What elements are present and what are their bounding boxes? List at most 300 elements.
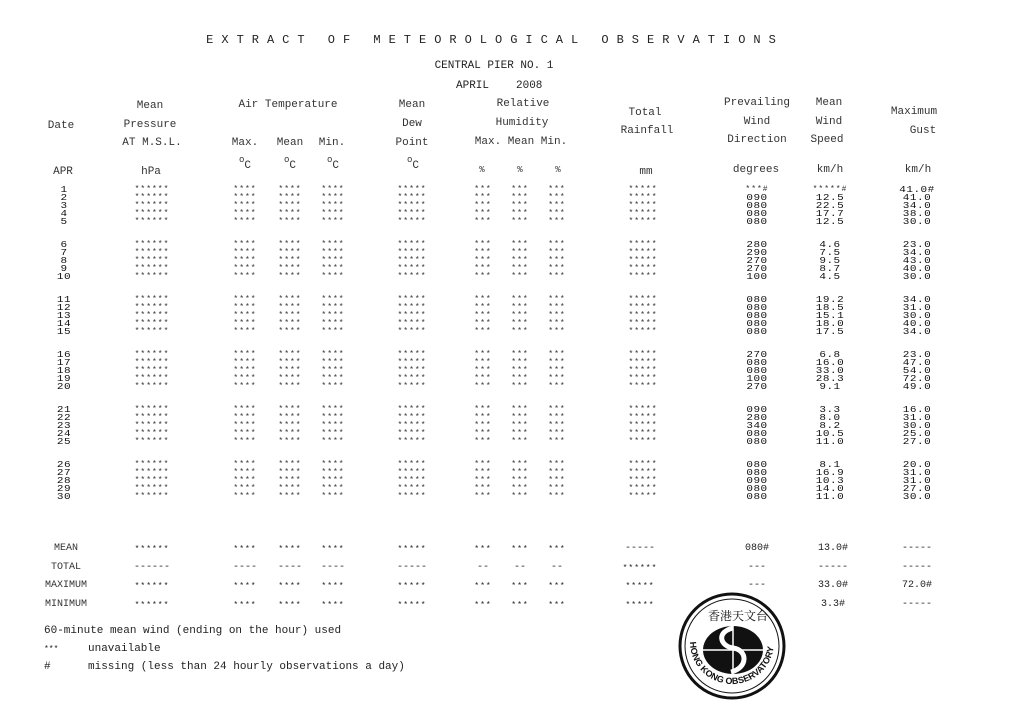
header-pressure-line2: Pressure — [123, 119, 177, 131]
cell-dew: ***** — [397, 468, 427, 477]
cell-rhmin: *** — [548, 350, 566, 359]
cell-rhmean: *** — [511, 311, 529, 320]
cell-rhmean: *** — [511, 492, 529, 501]
summary-cell-dew: ***** — [397, 545, 427, 554]
cell-gust: 23.0 — [902, 239, 932, 251]
summary-label: TOTAL — [50, 562, 82, 573]
cell-rhmean: *** — [511, 437, 529, 446]
cell-dew: ***** — [397, 405, 427, 414]
summary-cell-speed: 13.0# — [817, 543, 849, 554]
cell-rhmean: *** — [511, 382, 529, 391]
cell-p: ****** — [134, 374, 170, 383]
cell-gust: 43.0 — [902, 255, 932, 267]
header-air-temperature: Air Temperature — [238, 99, 338, 111]
cell-gust: 30.0 — [902, 310, 932, 322]
cell-tmax: **** — [233, 374, 257, 383]
cell-rhmean: *** — [511, 319, 529, 328]
cell-p: ****** — [134, 185, 170, 194]
cell-rhmin: *** — [548, 185, 566, 194]
cell-rhmin: *** — [548, 303, 566, 312]
cell-day: 4 — [60, 208, 68, 220]
summary-label: MEAN — [53, 543, 79, 554]
summary-cell-rhmax: *** — [474, 582, 492, 591]
cell-rhmean: *** — [511, 272, 529, 281]
cell-dew: ***** — [397, 248, 427, 257]
cell-tmean: **** — [278, 193, 302, 202]
cell-gust: 23.0 — [902, 349, 932, 361]
cell-tmean: **** — [278, 374, 302, 383]
cell-dir: 080 — [746, 318, 768, 330]
cell-rhmin: *** — [548, 382, 566, 391]
summary-cell-rhmax: -- — [476, 562, 490, 573]
header-winddir-line2: Wind — [743, 116, 771, 128]
cell-tmin: **** — [321, 437, 345, 446]
cell-rhmin: *** — [548, 437, 566, 446]
cell-dew: ***** — [397, 303, 427, 312]
cell-tmean: **** — [278, 256, 302, 265]
cell-rain: ***** — [628, 413, 658, 422]
summary-row-maximum — [0, 580, 1015, 592]
cell-tmin: **** — [321, 366, 345, 375]
cell-p: ****** — [134, 421, 170, 430]
cell-tmax: **** — [233, 248, 257, 257]
cell-day: 19 — [56, 373, 72, 385]
summary-cell-tmax: ---- — [232, 562, 258, 573]
unit-dew — [406, 155, 420, 172]
cell-rain: ***** — [628, 264, 658, 273]
summary-cell-tmean: **** — [278, 582, 302, 591]
cell-speed: 4.6 — [819, 239, 841, 251]
header-gust-line1: Maximum — [890, 106, 938, 118]
degree-symbol: o — [406, 155, 413, 165]
degree-symbol: o — [238, 155, 245, 165]
cell-rhmean: *** — [511, 327, 529, 336]
cell-rhmin: *** — [548, 311, 566, 320]
summary-cell-dew: ***** — [397, 601, 427, 610]
cell-speed: 28.3 — [815, 373, 845, 385]
cell-dew: ***** — [397, 209, 427, 218]
cell-rain: ***** — [628, 193, 658, 202]
summary-cell-rhmin: *** — [548, 582, 566, 591]
cell-rhmax: *** — [474, 476, 492, 485]
cell-tmax: **** — [233, 476, 257, 485]
station-name: CENTRAL PIER NO. 1 — [434, 60, 554, 72]
cell-tmean: **** — [278, 421, 302, 430]
cell-rhmax: *** — [474, 413, 492, 422]
cell-dir: 080 — [746, 216, 768, 228]
summary-cell-p: ****** — [134, 545, 170, 554]
cell-dir: 340 — [746, 420, 768, 432]
cell-dew: ***** — [397, 295, 427, 304]
cell-p: ****** — [134, 303, 170, 312]
cell-rhmax: *** — [474, 295, 492, 304]
table-row — [0, 218, 1015, 226]
cell-day: 29 — [56, 483, 72, 495]
cell-speed: 15.1 — [815, 310, 845, 322]
unit-rh-mean: % — [517, 165, 523, 175]
cell-p: ****** — [134, 382, 170, 391]
cell-gust: 34.0 — [902, 247, 932, 259]
cell-rhmax: *** — [474, 193, 492, 202]
observatory-seal-icon — [676, 590, 788, 702]
cell-rhmax: *** — [474, 429, 492, 438]
cell-tmean: **** — [278, 201, 302, 210]
cell-p: ****** — [134, 295, 170, 304]
cell-dew: ***** — [397, 460, 427, 469]
cell-rhmax: *** — [474, 350, 492, 359]
cell-rain: ***** — [628, 256, 658, 265]
cell-rhmin: *** — [548, 358, 566, 367]
cell-tmean: **** — [278, 429, 302, 438]
cell-tmean: **** — [278, 295, 302, 304]
cell-tmax: **** — [233, 209, 257, 218]
cell-tmin: **** — [321, 248, 345, 257]
cell-rhmax: *** — [474, 358, 492, 367]
cell-tmax: **** — [233, 413, 257, 422]
unit-wind-speed: km/h — [816, 164, 844, 176]
cell-dir: 080 — [746, 310, 768, 322]
cell-day: 9 — [60, 263, 68, 275]
cell-tmax: **** — [233, 201, 257, 210]
cell-tmean: **** — [278, 264, 302, 273]
summary-cell-dir: --- — [747, 580, 767, 591]
cell-rhmean: *** — [511, 256, 529, 265]
header-temp-max: Max. — [231, 137, 259, 149]
cell-dew: ***** — [397, 201, 427, 210]
cell-tmean: **** — [278, 311, 302, 320]
cell-p: ****** — [134, 201, 170, 210]
cell-gust: 38.0 — [902, 208, 932, 220]
cell-dir: 100 — [746, 373, 768, 385]
cell-day: 2 — [60, 192, 68, 204]
cell-speed: 16.0 — [815, 357, 845, 369]
unit-temp-max — [238, 155, 252, 172]
cell-dew: ***** — [397, 484, 427, 493]
cell-gust: 49.0 — [902, 381, 932, 393]
cell-rain: ***** — [628, 366, 658, 375]
cell-gust: 40.0 — [902, 318, 932, 330]
cell-rhmax: *** — [474, 492, 492, 501]
cell-tmax: **** — [233, 492, 257, 501]
cell-tmin: **** — [321, 405, 345, 414]
cell-rhmax: *** — [474, 311, 492, 320]
cell-dew: ***** — [397, 492, 427, 501]
note-text: 60-minute mean wind (ending on the hour) used — [44, 625, 342, 637]
cell-tmean: **** — [278, 185, 302, 194]
cell-p: ****** — [134, 264, 170, 273]
cell-tmax: **** — [233, 358, 257, 367]
cell-speed: 8.0 — [819, 412, 841, 424]
cell-dir: 280 — [746, 412, 768, 424]
cell-rain: ***** — [628, 468, 658, 477]
cell-rhmax: *** — [474, 256, 492, 265]
cell-day: 11 — [56, 294, 72, 306]
summary-cell-rhmin: *** — [548, 545, 566, 554]
note-text: missing (less than 24 hourly observations a day) — [88, 661, 405, 673]
celsius-unit: C — [412, 160, 420, 172]
cell-speed: 8.2 — [819, 420, 841, 432]
cell-rain: ***** — [628, 405, 658, 414]
cell-day: 8 — [60, 255, 68, 267]
cell-p: ****** — [134, 468, 170, 477]
cell-rhmean: *** — [511, 366, 529, 375]
cell-rhmin: *** — [548, 366, 566, 375]
cell-speed: 19.2 — [815, 294, 845, 306]
cell-rhmean: *** — [511, 264, 529, 273]
cell-dew: ***** — [397, 413, 427, 422]
cell-tmean: **** — [278, 437, 302, 446]
cell-rhmin: *** — [548, 217, 566, 226]
cell-rain: ***** — [628, 248, 658, 257]
cell-tmean: **** — [278, 476, 302, 485]
cell-rain: ***** — [628, 311, 658, 320]
header-pressure-line3: AT M.S.L. — [122, 137, 182, 149]
cell-gust: 41.0# — [899, 184, 935, 196]
cell-tmin: **** — [321, 327, 345, 336]
cell-gust: 20.0 — [902, 459, 932, 471]
celsius-unit: C — [332, 160, 340, 172]
header-dew-line1: Mean — [398, 99, 426, 111]
unit-rh-min: % — [555, 165, 561, 175]
cell-rhmean: *** — [511, 374, 529, 383]
cell-dew: ***** — [397, 358, 427, 367]
cell-p: ****** — [134, 272, 170, 281]
cell-rhmean: *** — [511, 429, 529, 438]
cell-rhmax: *** — [474, 209, 492, 218]
cell-day: 13 — [56, 310, 72, 322]
cell-dew: ***** — [397, 319, 427, 328]
cell-p: ****** — [134, 429, 170, 438]
cell-rhmin: *** — [548, 492, 566, 501]
summary-cell-tmean: ---- — [277, 562, 303, 573]
cell-dir: 080 — [746, 200, 768, 212]
cell-gust: 34.0 — [902, 294, 932, 306]
cell-day: 23 — [56, 420, 72, 432]
cell-tmean: **** — [278, 366, 302, 375]
summary-row-total — [0, 562, 1015, 574]
cell-tmax: **** — [233, 382, 257, 391]
table-row — [0, 438, 1015, 446]
cell-p: ****** — [134, 240, 170, 249]
cell-gust: 31.0 — [902, 467, 932, 479]
cell-rhmax: *** — [474, 374, 492, 383]
unit-date: APR — [53, 166, 73, 178]
cell-dew: ***** — [397, 350, 427, 359]
cell-rhmin: *** — [548, 468, 566, 477]
cell-p: ****** — [134, 350, 170, 359]
cell-tmin: **** — [321, 358, 345, 367]
cell-dew: ***** — [397, 264, 427, 273]
cell-tmin: **** — [321, 311, 345, 320]
cell-speed: 17.5 — [815, 326, 845, 338]
unit-pressure: hPa — [141, 166, 161, 178]
unit-wind-direction: degrees — [732, 164, 780, 176]
note-symbol: # — [44, 661, 51, 673]
cell-tmin: **** — [321, 429, 345, 438]
cell-tmax: **** — [233, 193, 257, 202]
cell-day: 30 — [56, 491, 72, 503]
cell-rain: ***** — [628, 217, 658, 226]
cell-rhmean: *** — [511, 209, 529, 218]
cell-dir: 100 — [746, 271, 768, 283]
cell-tmean: **** — [278, 248, 302, 257]
cell-tmin: **** — [321, 350, 345, 359]
cell-tmax: **** — [233, 366, 257, 375]
cell-dir: 080 — [746, 302, 768, 314]
cell-rain: ***** — [628, 374, 658, 383]
cell-dew: ***** — [397, 240, 427, 249]
summary-cell-rain: ----- — [624, 543, 656, 554]
summary-cell-tmax: **** — [233, 582, 257, 591]
cell-p: ****** — [134, 460, 170, 469]
header-rh-sub: Max. Mean Min. — [474, 136, 568, 148]
cell-dew: ***** — [397, 217, 427, 226]
cell-rhmean: *** — [511, 460, 529, 469]
cell-gust: 72.0 — [902, 373, 932, 385]
cell-day: 25 — [56, 436, 72, 448]
summary-cell-dew: ----- — [396, 562, 428, 573]
header-gust-line2: Gust — [909, 125, 937, 137]
cell-day: 26 — [56, 459, 72, 471]
cell-tmean: **** — [278, 484, 302, 493]
unit-rh-max: % — [479, 165, 485, 175]
cell-gust: 54.0 — [902, 365, 932, 377]
summary-cell-rain: ****** — [622, 564, 658, 573]
cell-rhmax: *** — [474, 437, 492, 446]
cell-tmean: **** — [278, 358, 302, 367]
cell-speed: 10.5 — [815, 428, 845, 440]
summary-cell-rhmin: *** — [548, 601, 566, 610]
cell-p: ****** — [134, 492, 170, 501]
note-symbol: *** — [44, 645, 59, 654]
cell-rhmin: *** — [548, 201, 566, 210]
cell-rhmin: *** — [548, 476, 566, 485]
cell-rhmax: *** — [474, 303, 492, 312]
cell-tmin: **** — [321, 240, 345, 249]
cell-day: 24 — [56, 428, 72, 440]
cell-rain: ***** — [628, 303, 658, 312]
cell-dew: ***** — [397, 327, 427, 336]
cell-gust: 27.0 — [902, 436, 932, 448]
header-rh-line1: Relative — [496, 98, 550, 110]
cell-tmax: **** — [233, 256, 257, 265]
cell-tmax: **** — [233, 311, 257, 320]
cell-tmax: **** — [233, 484, 257, 493]
summary-cell-tmax: **** — [233, 601, 257, 610]
header-temp-mean: Mean — [276, 137, 304, 149]
cell-rhmax: *** — [474, 484, 492, 493]
cell-speed: 4.5 — [819, 271, 841, 283]
cell-dew: ***** — [397, 476, 427, 485]
cell-speed: 12.5 — [815, 216, 845, 228]
cell-day: 16 — [56, 349, 72, 361]
cell-day: 15 — [56, 326, 72, 338]
cell-speed: 6.8 — [819, 349, 841, 361]
cell-tmin: **** — [321, 413, 345, 422]
cell-tmean: **** — [278, 405, 302, 414]
unit-gust: km/h — [904, 164, 932, 176]
summary-cell-gust: ----- — [901, 562, 933, 573]
cell-dir: 080 — [746, 467, 768, 479]
summary-cell-tmax: **** — [233, 545, 257, 554]
header-winddir-line3: Direction — [727, 134, 787, 146]
stamp-text: HONG KONG OBSERVATORY — [687, 641, 776, 687]
cell-dew: ***** — [397, 366, 427, 375]
cell-tmax: **** — [233, 319, 257, 328]
cell-rhmean: *** — [511, 413, 529, 422]
cell-p: ****** — [134, 413, 170, 422]
cell-rain: ***** — [628, 209, 658, 218]
cell-dir: ***# — [745, 185, 769, 194]
cell-p: ****** — [134, 476, 170, 485]
svg-text:香港天文台: 香港天文台 — [708, 609, 769, 623]
cell-speed: 3.3 — [819, 404, 841, 416]
unit-rainfall: mm — [639, 166, 653, 178]
table-row — [0, 273, 1015, 281]
header-date: Date — [47, 120, 75, 132]
cell-rain: ***** — [628, 240, 658, 249]
cell-dew: ***** — [397, 185, 427, 194]
cell-gust: 47.0 — [902, 357, 932, 369]
cell-rhmean: *** — [511, 295, 529, 304]
cell-gust: 30.0 — [902, 271, 932, 283]
header-winddir-line1: Prevailing — [723, 97, 791, 109]
cell-tmin: **** — [321, 303, 345, 312]
cell-day: 12 — [56, 302, 72, 314]
cell-day: 17 — [56, 357, 72, 369]
cell-rhmean: *** — [511, 248, 529, 257]
summary-cell-gust: ----- — [901, 543, 933, 554]
cell-rhmin: *** — [548, 421, 566, 430]
cell-rhmean: *** — [511, 405, 529, 414]
cell-dir: 080 — [746, 294, 768, 306]
cell-day: 27 — [56, 467, 72, 479]
cell-speed: 8.7 — [819, 263, 841, 275]
cell-rhmax: *** — [474, 382, 492, 391]
cell-p: ****** — [134, 405, 170, 414]
cell-rhmin: *** — [548, 256, 566, 265]
cell-day: 5 — [60, 216, 68, 228]
cell-speed: 8.1 — [819, 459, 841, 471]
cell-rain: ***** — [628, 476, 658, 485]
cell-rain: ***** — [628, 492, 658, 501]
cell-speed: 33.0 — [815, 365, 845, 377]
cell-tmin: **** — [321, 185, 345, 194]
cell-gust: 34.0 — [902, 200, 932, 212]
cell-dir: 290 — [746, 247, 768, 259]
cell-day: 22 — [56, 412, 72, 424]
header-windspeed-line3: Speed — [810, 134, 844, 146]
summary-label: MINIMUM — [44, 599, 88, 610]
cell-gust: 25.0 — [902, 428, 932, 440]
cell-dir: 080 — [746, 357, 768, 369]
cell-dir: 080 — [746, 365, 768, 377]
cell-tmax: **** — [233, 240, 257, 249]
cell-rhmax: *** — [474, 248, 492, 257]
note-text: unavailable — [88, 643, 161, 655]
cell-dir: 080 — [746, 483, 768, 495]
cell-gust: 31.0 — [902, 412, 932, 424]
summary-cell-tmean: **** — [278, 545, 302, 554]
summary-cell-tmin: **** — [321, 545, 345, 554]
cell-day: 21 — [56, 404, 72, 416]
cell-speed: 22.5 — [815, 200, 845, 212]
cell-rhmin: *** — [548, 484, 566, 493]
cell-gust: 40.0 — [902, 263, 932, 275]
cell-tmax: **** — [233, 468, 257, 477]
cell-tmin: **** — [321, 468, 345, 477]
summary-cell-tmin: **** — [321, 582, 345, 591]
